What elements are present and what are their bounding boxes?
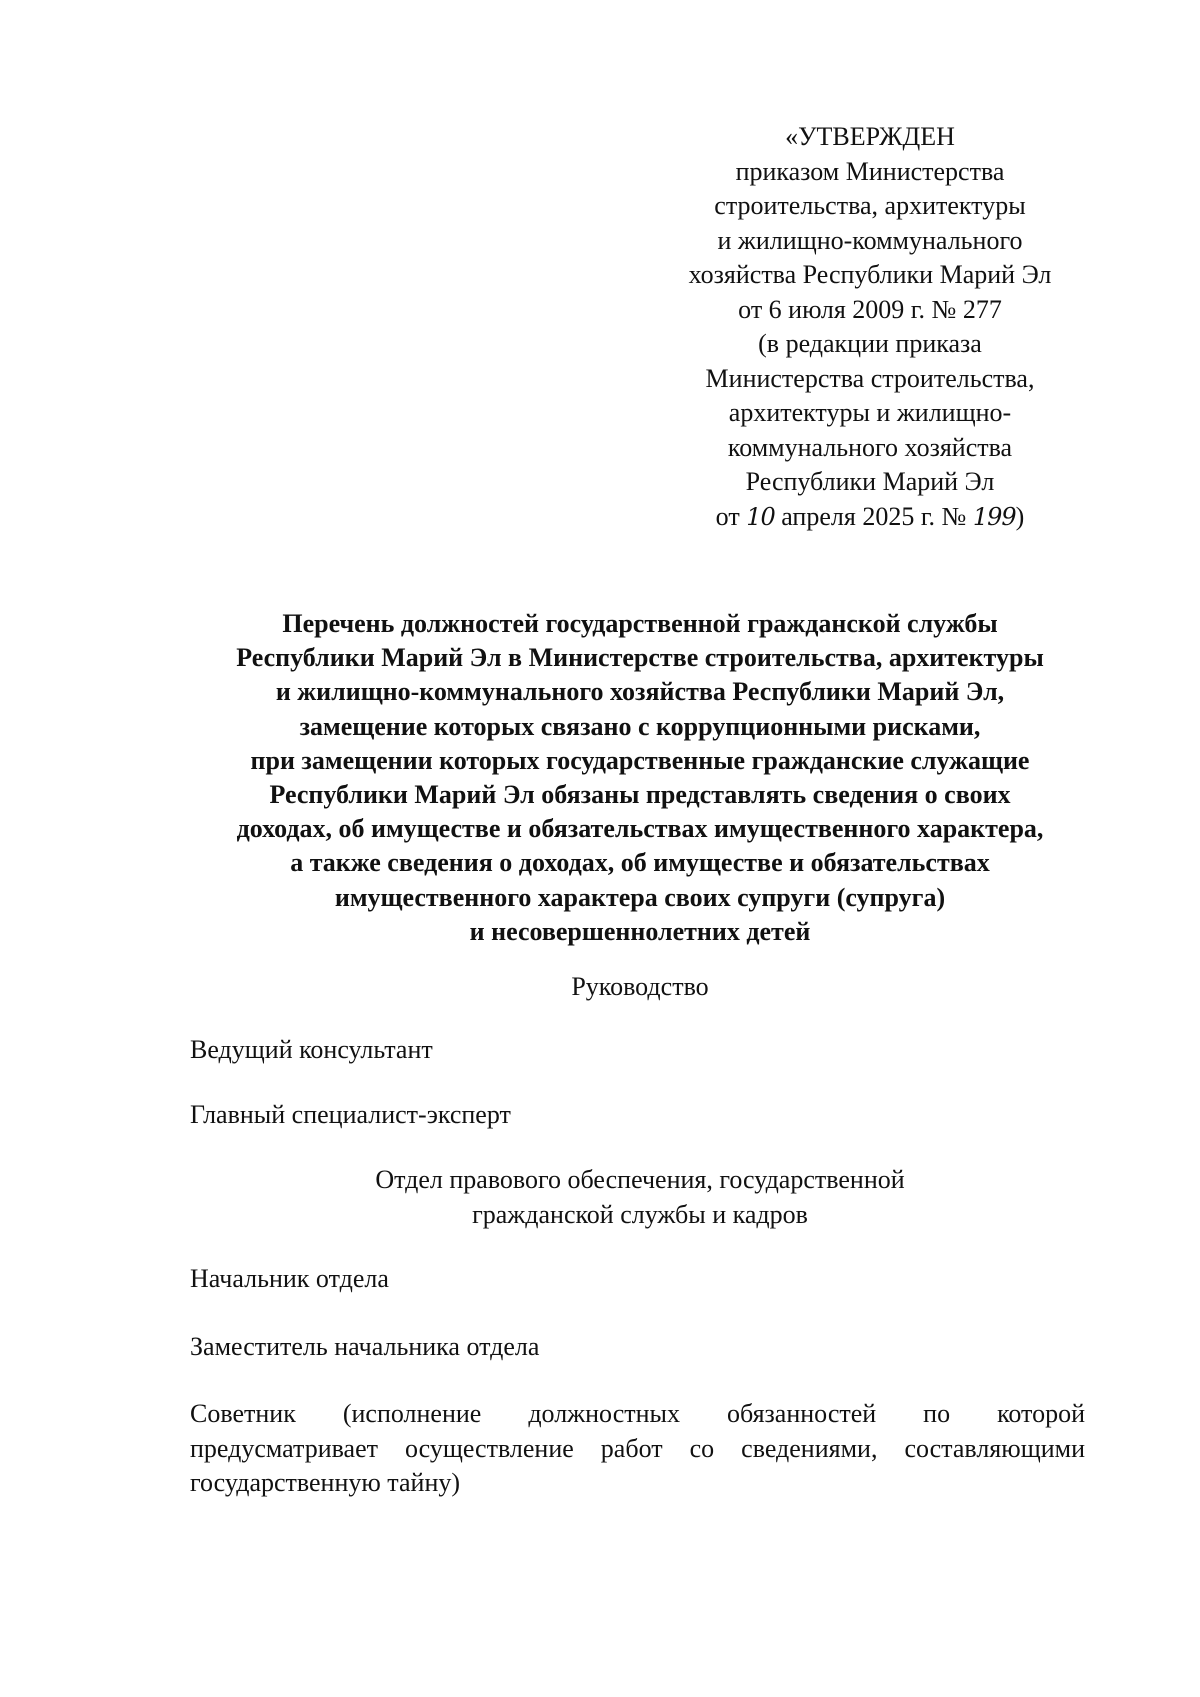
approval-line: коммунального хозяйства (727, 432, 1013, 462)
advisor-paragraph (190, 1397, 1085, 1501)
section-heading-management (180, 970, 1100, 1005)
date-suffix: ) (1015, 501, 1025, 531)
approval-line: приказом Министерства (735, 156, 1005, 186)
title-line: замещение которых связано с коррупционными рисками, (299, 711, 981, 741)
title-line: имущественного характера своих супруги (супруга) (334, 882, 946, 912)
approval-line: «УТВЕРЖДЕН (785, 122, 955, 151)
section-heading-line: Отдел правового обеспечения, государственной (375, 1165, 905, 1194)
approval-date-line (640, 500, 1100, 535)
date-middle: апреля 2025 г. № (781, 501, 967, 531)
approval-line: Министерства строительства, (705, 363, 1035, 393)
approval-line: Республики Марий Эл (745, 467, 995, 496)
title-line: при замещении которых государственные гражданские служащие (250, 745, 1030, 775)
paragraph-line: Советник (исполнение должностных обязанностей по которой (190, 1399, 1085, 1428)
position-item: Начальник отдела (190, 1264, 389, 1293)
section-heading-line: Руководство (571, 972, 709, 1001)
position-item: Ведущий консультант (190, 1035, 433, 1064)
approval-line: от 6 июля 2009 г. № 277 (738, 294, 1002, 324)
paragraph-line: государственную тайну) (190, 1468, 461, 1497)
title-line: а также сведения о доходах, об имуществе и обязательствах (290, 848, 990, 878)
title-line: Республики Марий Эл обязаны представлять сведения о своих (269, 780, 1011, 810)
document-title (180, 607, 1100, 949)
title-line: Перечень должностей государственной гражданской службы (282, 609, 998, 638)
approval-stamp (640, 120, 1100, 534)
position-item: Заместитель начальника отдела (190, 1332, 540, 1361)
section-heading-line: гражданской службы и кадров (472, 1199, 808, 1229)
approval-line: архитектуры и жилищно- (728, 398, 1012, 427)
approval-line: строительства, архитектуры (714, 191, 1026, 220)
title-line: и несовершеннолетних детей (469, 916, 811, 946)
title-line: Республики Марий Эл в Министерстве строительства, архитектуры (236, 643, 1044, 673)
title-line: и жилищно-коммунального хозяйства Республики Марий Эл, (275, 677, 1005, 707)
title-line: доходах, об имуществе и обязательствах имущественного характера, (236, 814, 1044, 844)
approval-line: (в редакции приказа (758, 329, 982, 358)
position-item: Главный специалист-эксперт (190, 1100, 511, 1129)
approval-line: и жилищно-коммунального (717, 225, 1023, 255)
section-heading-legal-department (180, 1163, 1100, 1232)
handwritten-day: 10 (746, 502, 775, 531)
approval-line: хозяйства Республики Марий Эл (688, 260, 1052, 289)
paragraph-line: предусматривает осуществление работ со сведениями, составляющими (190, 1433, 1085, 1463)
handwritten-order-number: 199 (972, 502, 1016, 531)
date-prefix: от (715, 501, 740, 531)
